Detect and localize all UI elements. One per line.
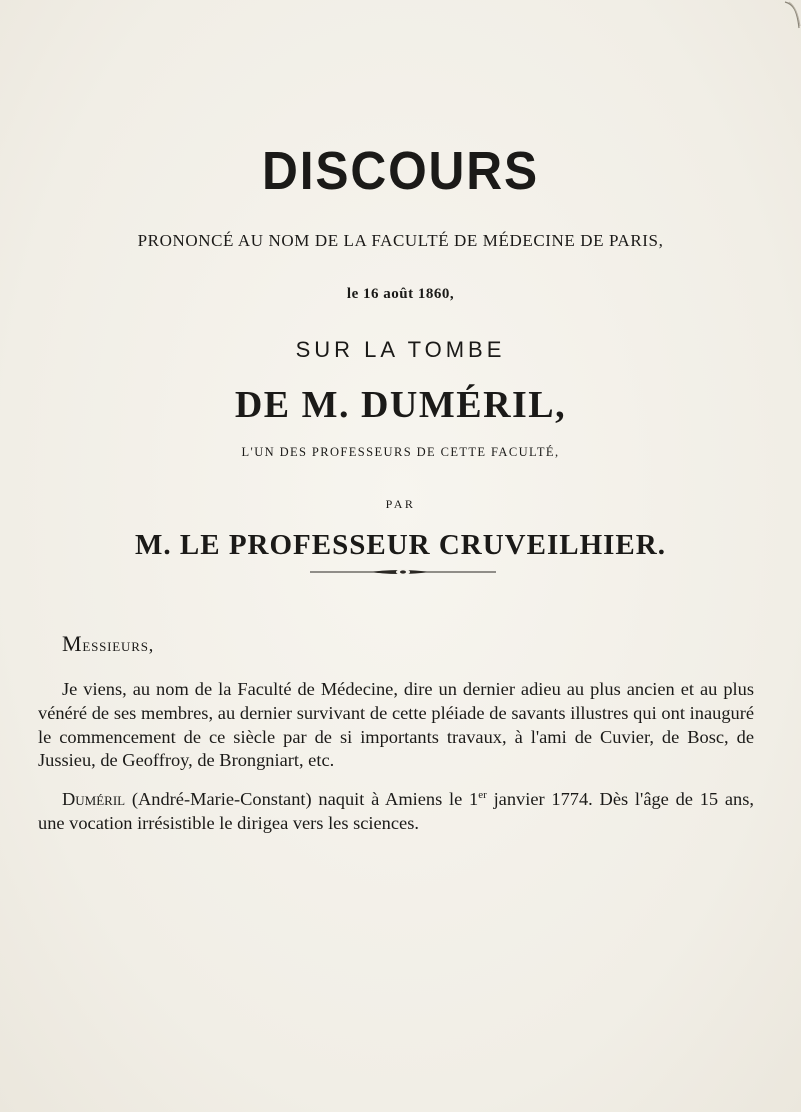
honoree-name: DE M. DUMÉRIL, [234, 384, 567, 426]
salutation: Messieurs, [62, 631, 155, 656]
paragraph-2-superscript: er [478, 788, 487, 801]
document-title: DISCOURS [262, 141, 539, 201]
tombe-heading: SUR LA TOMBE [295, 337, 506, 362]
par-label: PAR [385, 497, 416, 511]
paragraph-1: Je viens, au nom de la Faculté de Médecine, dire un dernier adieu au plus ancien et au plus vénéré de ses membres, au dernier survivant de cette pléiade de savants illustres qui ont inauguré le commencement de ce siècle par de si importants travaux, à l'ami de Cuvier, de Bosc, de Jussieu, de Geoffroy, de Brongniart, etc. [38, 679, 754, 771]
ornamental-rule [310, 568, 496, 576]
document-subtitle: PRONONCÉ AU NOM DE LA FACULTÉ DE MÉDECINE DE PARIS, [137, 231, 664, 250]
paragraph-2-text-b: janvier 1774. Dès l'âge de 15 ans, une vocation irrésistible le dirigea vers les sciences. [38, 789, 755, 833]
paragraph-2 [38, 788, 754, 836]
page-corner-mark [779, 0, 801, 30]
author-name: M. LE PROFESSEUR CRUVEILHIER. [135, 529, 666, 561]
paragraph-2-text-a: (André-Marie-Constant) naquit à Amiens le 1 [125, 789, 479, 809]
document-date: le 16 août 1860, [346, 286, 455, 302]
paragraph-2-name: Duméril [62, 789, 126, 809]
honoree-description: L'UN DES PROFESSEURS DE CETTE FACULTÉ, [241, 445, 560, 459]
